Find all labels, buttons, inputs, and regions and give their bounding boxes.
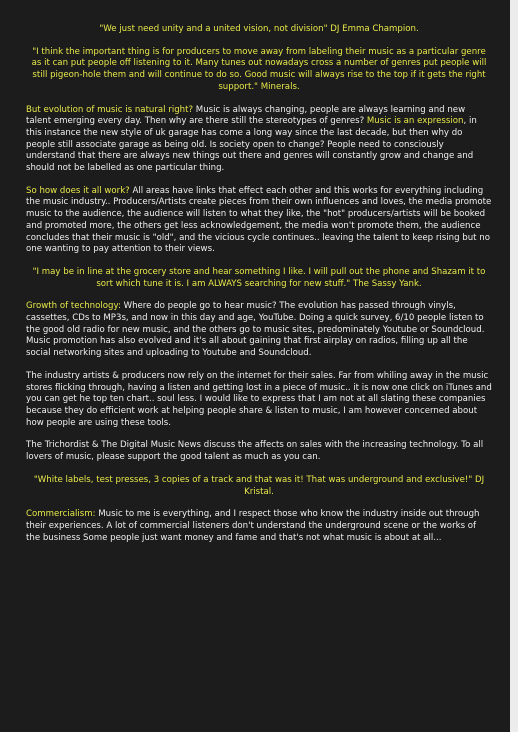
commercialism-lead: Commercialism:: [26, 509, 96, 520]
technology-lead: Growth of technology:: [26, 301, 121, 312]
evolution-lead: But evolution of music is natural right?: [26, 104, 194, 115]
quote-dj-kristal: "White labels, test presses, 3 copies of a track and that was it! That was underground and exclusive!" DJ Kristal.: [33, 474, 485, 497]
how-it-works-lead: So how does it all work?: [26, 185, 130, 196]
technology-text: Where do people go to hear music? The evolution has passed through vinyls, cassettes, CDs to MP3s, and now in this day and age, YouTube. Doing a quick survey, 6/10 people listen to the good old radio for new music, and the others go to music sites, predominately Youtube or Soundcloud. Music promotion has also evolved and it's all about gaining that first airplay on radios, filling up all the social networking sites and uploading to Youtube and Soundcloud.: [26, 301, 485, 359]
commercialism-text: Music to me is everything, and I respect those who know the industry inside out through their experiences. A lot of commercial listeners don't understand the underground scene or the works of the business Some people just want money and fame and that's not what music is about at all...: [26, 509, 480, 543]
evolution-text-1: Music is always changing, people are always learning and new talent emerging every day. Then why are there still the stereotypes of genres?: [26, 104, 466, 127]
evolution-highlight: Music is an expression: [366, 116, 464, 127]
paragraph-technology: [26, 301, 492, 360]
page-edge: [510, 0, 518, 732]
quote-emma-champion: "We just need unity and a united vision, not division" DJ Emma Champion.: [99, 24, 419, 34]
quote-sassy-yank: "I may be in line at the grocery store and hear something I like. I will pull out the phone and Shazam it to sort which tune it is. I am ALWAYS searching for new stuff." The Sassy Yank.: [32, 266, 486, 289]
quote-minerals: "I think the important thing is for producers to move away from labeling their music as a particular genre as it can put people off listening to it. Many tunes out nowadays cross a number of genres put people will still pigeon-hole them and will continue to do so. Good music will always rise to the top if it gets the right support." Minerals.: [31, 46, 487, 92]
paragraph-internet-sales: The industry artists & producers now rely on the internet for their sales. Far from whiling away in the music stores flicking through, having a listen and getting lost in a piece of music.. it is now one click on iTunes and you can get he top ten chart.. soul less. I would like to express that I am not at all slating these companies because they do efficient work at helping people share & listen to music, I am however concerned about how people are using these tools.: [26, 370, 492, 428]
paragraph-commercialism: [26, 509, 492, 544]
paragraph-evolution: [26, 105, 492, 175]
article-body: [26, 24, 492, 555]
paragraph-how-it-works: [26, 186, 492, 256]
how-it-works-text: All areas have links that effect each other and this works for everything including the music industry.. Producers/Artists create pieces from their own influences and loves, the media promote music to the audience, the audience will listen to what they like, the "hot" producers/artists will be booked and promoted more, the others get less acknowledgement, the media won't promote them, the audience concludes that their music is "old", and the vicious cycle continues.. leaving the talent to keep rising but no one wanting to pay attention to their views.: [26, 185, 492, 255]
evolution-text-2: , in this instance the new style of uk garage has come a long way since the last decade, but then why do people still associate garage as being old. Is society open to change? People need to consciously understand that there are always new things out there and genres will constantly grow and change and should not be labelled as one particular thing.: [26, 116, 477, 174]
paragraph-trichordist: The Trichordist & The Digital Music News discuss the affects on sales with the increasing technology. To all lovers of music, please support the good talent as much as you can.: [26, 440, 484, 463]
